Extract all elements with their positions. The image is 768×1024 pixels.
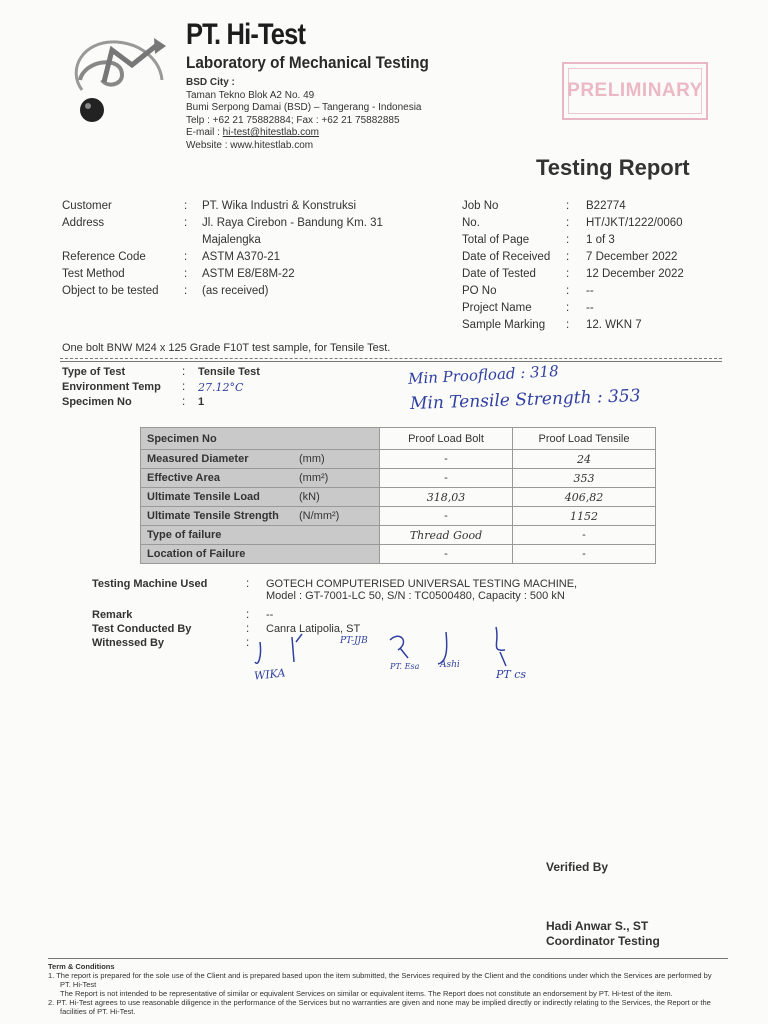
table-row (141, 450, 656, 469)
table-cell-param: Type of failure (141, 526, 294, 545)
info-value: -- (586, 285, 594, 297)
witness-mark: PT-JJB (340, 636, 368, 646)
verified-label: Verified By (546, 860, 609, 874)
table-cell-bolt: - (380, 469, 513, 488)
remark-value: -- (266, 609, 274, 621)
email-link[interactable]: hi-test@hitestlab.com (222, 127, 319, 138)
info-row (462, 200, 722, 217)
table-cell-tensile: - (513, 526, 656, 545)
lab-name: Laboratory of Mechanical Testing (186, 53, 429, 72)
table-cell-bolt: - (380, 507, 513, 526)
info-value: (as received) (202, 285, 269, 297)
witness-mark: PT. Esa (390, 662, 420, 671)
handnote-proofload: Min Proofload : 318 (407, 362, 560, 388)
table-cell-param: Effective Area (141, 469, 294, 488)
info-value: -- (586, 302, 594, 314)
table-cell-param: Measured Diameter (141, 450, 294, 469)
info-row (462, 217, 722, 234)
handnote-tensile: Min Tensile Strength : 353 (409, 385, 641, 415)
phone-line: Telp : +62 21 75882884; Fax : +62 21 75882885 (186, 114, 400, 126)
info-row (62, 217, 452, 234)
info-label: Address (62, 217, 105, 229)
test-info-label: Environment Temp (62, 381, 161, 393)
info-label: Total of Page (462, 234, 530, 246)
terms-heading: Term & Conditions (48, 962, 115, 971)
info-row (62, 200, 452, 217)
info-value: 12. WKN 7 (586, 319, 642, 331)
specimen-table (140, 427, 656, 564)
info-row (62, 285, 452, 302)
table-row (141, 507, 656, 526)
info-label: Date of Tested (462, 268, 536, 280)
info-value: 12 December 2022 (586, 268, 684, 280)
info-colon: : (566, 200, 570, 212)
info-row (462, 251, 722, 268)
table-cell-bolt: - (380, 545, 513, 564)
table-cell-unit (293, 545, 380, 564)
divider (60, 361, 722, 362)
table-cell-param: Location of Failure (141, 545, 294, 564)
table-header: Specimen No (141, 428, 380, 450)
verifier-name: Hadi Anwar S., ST (546, 919, 649, 933)
machine-line-1: GOTECH COMPUTERISED UNIVERSAL TESTING MACHINE, (266, 578, 578, 590)
info-row (462, 285, 722, 302)
test-info-row (62, 366, 260, 381)
info-colon: : (246, 578, 250, 590)
info-colon: : (566, 302, 570, 314)
table-cell-tensile: - (513, 545, 656, 564)
info-row (62, 234, 452, 251)
table-cell-tensile: 353 (513, 469, 656, 488)
table-cell-unit: (mm) (293, 450, 380, 469)
company-address (186, 77, 422, 152)
test-info-label: Specimen No (62, 396, 132, 408)
email-label: E-mail : (186, 127, 223, 138)
witness-mark: WIKA (253, 666, 286, 683)
info-row (62, 268, 452, 285)
info-colon: : (566, 234, 570, 246)
table-row (141, 545, 656, 564)
stamp-text: PRELIMINARY (568, 68, 702, 114)
info-colon: : (184, 200, 188, 212)
info-value: ASTM E8/E8M-22 (202, 268, 295, 280)
info-colon: : (182, 366, 186, 378)
info-colon: : (182, 381, 186, 393)
machine-row (92, 578, 732, 602)
info-label: No. (462, 217, 480, 229)
terms-line: facilities of PT. Hi-Test. (60, 1007, 136, 1016)
info-label (62, 234, 202, 251)
info-value: B22774 (586, 200, 626, 212)
sample-description: One bolt BNW M24 x 125 Grade F10T test sample, for Tensile Test. (62, 342, 391, 354)
terms-line: PT. Hi-Test (60, 980, 97, 989)
info-colon: : (182, 396, 186, 408)
machine-label: Testing Machine Used (92, 578, 208, 590)
info-row (462, 268, 722, 285)
info-colon: : (566, 217, 570, 229)
table-cell-bolt: 318,03 (380, 488, 513, 507)
info-value: 7 December 2022 (586, 251, 678, 263)
witness-signatures (250, 622, 550, 692)
verifier-role: Coordinator Testing (546, 934, 660, 948)
info-colon: : (184, 268, 188, 280)
preliminary-stamp (562, 62, 708, 120)
info-value: 1 of 3 (586, 234, 615, 246)
info-label: Customer (62, 200, 112, 212)
website-line: Website : www.hitestlab.com (186, 139, 314, 151)
info-row (462, 302, 722, 319)
divider (60, 358, 722, 359)
table-cell-bolt: - (380, 450, 513, 469)
info-label: PO No (462, 285, 497, 297)
table-cell-param: Ultimate Tensile Strength (141, 507, 294, 526)
table-cell-tensile: 24 (513, 450, 656, 469)
divider (48, 958, 728, 959)
address-line-1: Taman Tekno Blok A2 No. 49 (186, 89, 315, 101)
info-value: PT. Wika Industri & Konstruksi (202, 200, 357, 212)
witness-mark: Ashi (440, 660, 460, 670)
info-label: Job No (462, 200, 499, 212)
table-row (141, 526, 656, 545)
table-cell-unit: (N/mm²) (293, 507, 380, 526)
conducted-value: Canra Latipolia, ST (266, 623, 361, 635)
info-colon: : (566, 319, 570, 331)
remark-row (92, 609, 732, 623)
witnessed-label: Witnessed By (92, 637, 165, 649)
table-row (141, 469, 656, 488)
info-label: Test Method (62, 268, 125, 280)
test-info-row (62, 381, 260, 396)
test-info-value: Tensile Test (198, 366, 260, 378)
company-name: PT. Hi-Test (186, 18, 306, 51)
info-colon: : (184, 251, 188, 263)
table-header: Proof Load Tensile (513, 428, 656, 450)
company-logo (62, 30, 172, 130)
info-colon: : (246, 609, 250, 621)
test-info-value: 27.12°C (198, 381, 244, 394)
info-label: Sample Marking (462, 319, 546, 331)
test-info-value: 1 (198, 396, 205, 408)
info-row (462, 234, 722, 251)
info-label: Date of Received (462, 251, 551, 263)
test-info-label: Type of Test (62, 366, 126, 378)
info-colon: : (184, 217, 188, 229)
info-colon: : (246, 637, 250, 649)
table-cell-unit (293, 526, 380, 545)
table-cell-unit: (kN) (293, 488, 380, 507)
info-value: Jl. Raya Cirebon - Bandung Km. 31 (202, 217, 383, 229)
info-value: ASTM A370-21 (202, 251, 280, 263)
table-header-row (141, 428, 656, 450)
terms-line: 2. PT. Hi-Test agrees to use reasonable diligence in the performance of the Services but no warranties are given and none may be implied directly or indirectly relating to the Services, the Report or the (48, 998, 711, 1007)
info-colon: : (566, 251, 570, 263)
table-cell-tensile: 406,82 (513, 488, 656, 507)
right-info (462, 200, 722, 336)
table-cell-tensile: 1152 (513, 507, 656, 526)
remark-label: Remark (92, 609, 133, 621)
terms-line: The Report is not intended to be representative of similar or equivalent Services on similar or equivalent items. The Report does not constitute an endorsement by PT. Hi-test of the item. (60, 989, 673, 998)
terms-section (48, 962, 738, 1016)
test-info (62, 366, 260, 411)
info-colon: : (184, 285, 188, 297)
machine-value (266, 578, 577, 602)
info-colon: : (246, 623, 250, 635)
info-label: Object to be tested (62, 285, 159, 297)
table-cell-param: Ultimate Tensile Load (141, 488, 294, 507)
info-colon: : (566, 285, 570, 297)
info-row (62, 251, 452, 268)
report-title: Testing Report (536, 155, 690, 180)
witness-mark: PT cs (496, 668, 527, 681)
info-value: HT/JKT/1222/0060 (586, 217, 683, 229)
info-row (462, 319, 722, 336)
conducted-label: Test Conducted By (92, 623, 192, 635)
info-label: Project Name (462, 302, 532, 314)
test-info-row (62, 396, 260, 411)
address-line-2: Bumi Serpong Damai (BSD) – Tangerang - Indonesia (186, 102, 422, 113)
info-colon: : (566, 268, 570, 280)
terms-line: 1. The report is prepared for the sole use of the Client and is prepared based upon the item submitted, the Services required by the Client and the conditions under which the Services are performed by (48, 971, 712, 980)
table-cell-bolt: Thread Good (380, 526, 513, 545)
address-city: BSD City : (186, 77, 235, 88)
email-line (186, 127, 422, 140)
table-header: Proof Load Bolt (380, 428, 513, 450)
table-row (141, 488, 656, 507)
machine-line-2: Model : GT-7001-LC 50, S/N : TC0500480, Capacity : 500 kN (266, 590, 565, 602)
info-value: Majalengka (202, 234, 261, 246)
table-cell-unit: (mm²) (293, 469, 380, 488)
info-label: Reference Code (62, 251, 146, 263)
left-info (62, 200, 452, 302)
